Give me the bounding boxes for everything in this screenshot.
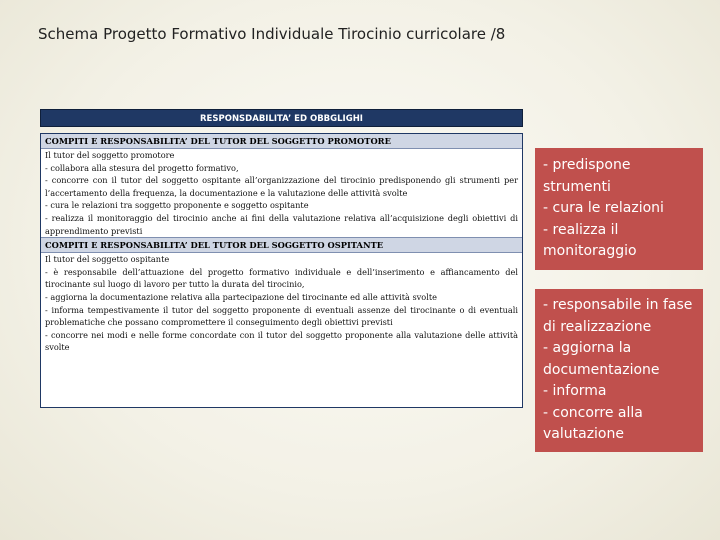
body-line: - aggiorna la documentazione relativa alla partecipazione del tirocinante ed alle attività svolte bbox=[45, 291, 437, 302]
summary-line: - aggiorna la documentazione bbox=[543, 340, 660, 378]
responsibilities-table bbox=[40, 133, 523, 408]
summary-line: - realizza il monitoraggio bbox=[543, 221, 637, 259]
summary-line: - informa bbox=[543, 383, 607, 399]
body-line: - concorre nei modi e nelle forme concordate con il tutor del soggetto proponente alla valutazione delle attività svolte bbox=[45, 329, 518, 353]
summary-box-promotore bbox=[535, 148, 703, 270]
section-heading-ospitante: COMPITI E RESPONSABILITA’ DEL TUTOR DEL SOGGETTO OSPITANTE bbox=[41, 237, 522, 253]
section-body-ospitante bbox=[41, 253, 522, 354]
body-line: - cura le relazioni tra soggetto proponente e soggetto ospitante bbox=[45, 200, 309, 211]
summary-line: - responsabile in fase di realizzazione bbox=[543, 297, 693, 335]
section-heading-promotore: COMPITI E RESPONSABILITA’ DEL TUTOR DEL SOGGETTO PROMOTORE bbox=[41, 134, 522, 149]
body-line: - concorre con il tutor del soggetto ospitante all’organizzazione del tirocinio predisponendo gli strumenti per l’accertamento della frequenza, la documentazione e la valutazione delle attività svolte bbox=[45, 175, 518, 198]
summary-line: - predispone strumenti bbox=[543, 157, 631, 195]
body-line: - è responsabile dell’attuazione del progetto formativo individuale e dell’inserimento e affiancamento del tirocinante sul luogo di lavoro per tutto la durata del tirocinio, bbox=[45, 266, 518, 290]
summary-line: - concorre alla valutazione bbox=[543, 404, 643, 442]
slide-title: Schema Progetto Formativo Individuale Tirocinio curricolare /8 bbox=[38, 25, 506, 43]
body-line: - realizza il monitoraggio del tirocinio anche ai fini della valutazione relativa all’acquisizione degli obiettivi di apprendimento previsti bbox=[45, 212, 518, 236]
summary-line: - cura le relazioni bbox=[543, 200, 664, 216]
section-body-promotore bbox=[41, 149, 522, 237]
summary-box-ospitante bbox=[535, 289, 703, 452]
table-header-bar: RESPONSDABILITA’ ED OBBGLIGHI bbox=[40, 109, 523, 127]
body-line: Il tutor del soggetto ospitante bbox=[45, 254, 170, 265]
body-line: Il tutor del soggetto promotore bbox=[45, 150, 175, 160]
body-line: - informa tempestivamente il tutor del soggetto proponente di eventuali assenze del tirocinante o di eventuali problematiche che possano compromettere il conseguimento degli obiettivi previsti bbox=[45, 304, 518, 328]
body-line: - collabora alla stesura del progetto formativo, bbox=[45, 162, 239, 173]
